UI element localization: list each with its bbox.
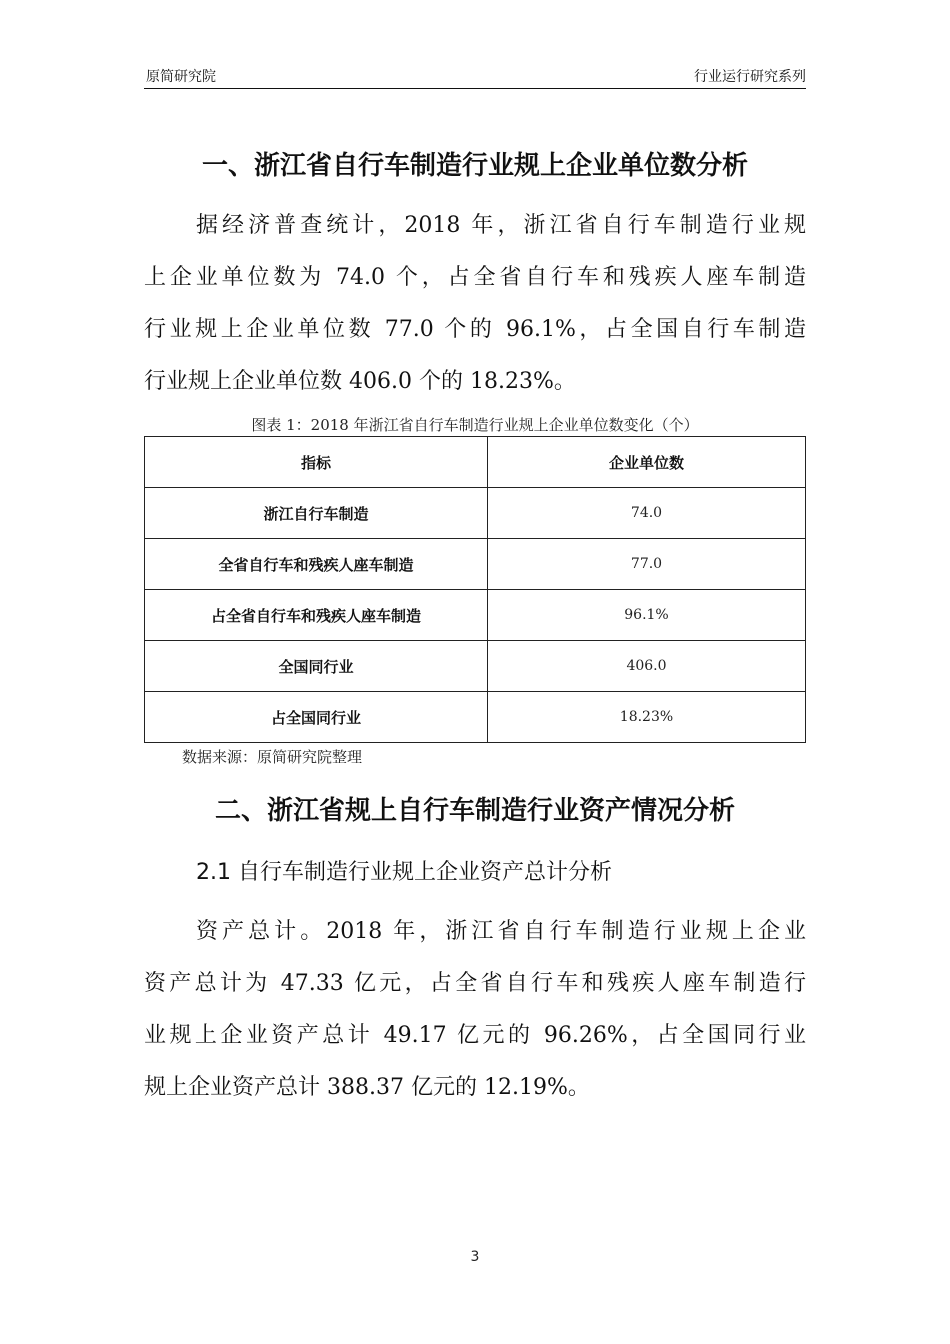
table-row xyxy=(145,590,806,641)
paragraph-line: 行业规上企业单位数 77.0 个的 96.1%，占全国自行车制造 xyxy=(144,317,806,342)
row-label: 占全国同行业 xyxy=(145,692,488,743)
paragraph-line: 业规上企业资产总计 49.17 亿元的 96.26%，占全国同行业 xyxy=(144,1023,806,1048)
paragraph-line: 资产总计。2018 年，浙江省自行车制造行业规上企业 xyxy=(196,919,806,944)
row-value: 96.1% xyxy=(488,590,806,641)
section1-heading: 一、浙江省自行车制造行业规上企业单位数分析 xyxy=(201,151,748,181)
table-header-row xyxy=(145,437,806,488)
paragraph-line: 据经济普查统计，2018 年，浙江省自行车制造行业规 xyxy=(196,213,806,238)
section2-heading: 二、浙江省规上自行车制造行业资产情况分析 xyxy=(214,796,735,826)
row-value: 18.23% xyxy=(488,692,806,743)
paragraph-line: 资产总计为 47.33 亿元，占全省自行车和残疾人座车制造行 xyxy=(144,971,806,996)
header-rule xyxy=(144,88,806,89)
column-header-indicator: 指标 xyxy=(145,437,488,488)
table-source-note: 数据来源：原简研究院整理 xyxy=(182,748,363,766)
section2-paragraph xyxy=(144,906,806,1114)
row-label: 全省自行车和残疾人座车制造 xyxy=(145,539,488,590)
section1-paragraph xyxy=(144,200,806,408)
header-right-series: 行业运行研究系列 xyxy=(694,69,806,85)
paragraph-line: 行业规上企业单位数 406.0 个的 18.23%。 xyxy=(144,369,576,394)
table-row xyxy=(145,641,806,692)
paragraph-line: 规上企业资产总计 388.37 亿元的 12.19%。 xyxy=(144,1075,590,1100)
row-value: 406.0 xyxy=(488,641,806,692)
row-value: 74.0 xyxy=(488,488,806,539)
table-caption: 图表 1：2018 年浙江省自行车制造行业规上企业单位数变化（个） xyxy=(251,416,699,434)
enterprise-count-table xyxy=(144,436,806,743)
row-value: 77.0 xyxy=(488,539,806,590)
row-label: 浙江自行车制造 xyxy=(145,488,488,539)
paragraph-line: 上企业单位数为 74.0 个，占全省自行车和残疾人座车制造 xyxy=(144,265,806,290)
row-label: 全国同行业 xyxy=(145,641,488,692)
row-label: 占全省自行车和残疾人座车制造 xyxy=(145,590,488,641)
table-row xyxy=(145,539,806,590)
table-row xyxy=(145,488,806,539)
section2-subheading: 2.1 自行车制造行业规上企业资产总计分析 xyxy=(196,860,612,885)
column-header-count: 企业单位数 xyxy=(488,437,806,488)
table-row xyxy=(145,692,806,743)
page-number: 3 xyxy=(470,1249,480,1265)
header-left-org: 原简研究院 xyxy=(146,69,216,85)
